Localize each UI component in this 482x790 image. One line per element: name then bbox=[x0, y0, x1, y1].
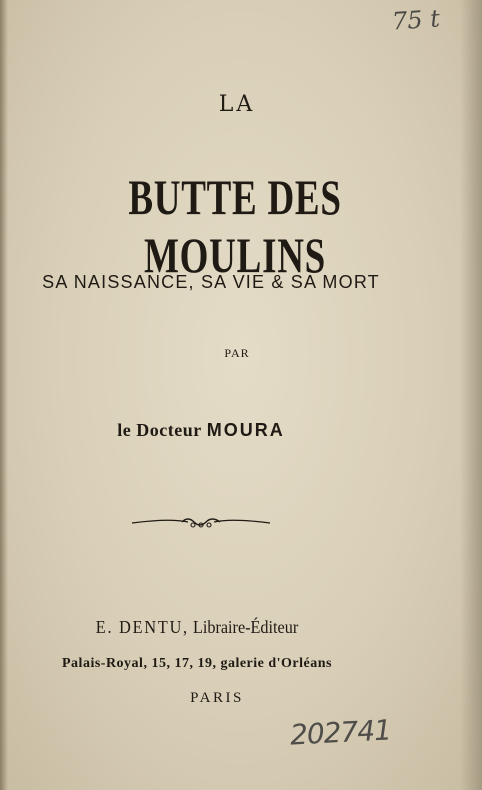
page-shadow-right bbox=[460, 0, 482, 790]
book-title: BUTTE DES MOULINS bbox=[128, 169, 342, 283]
publication-city: PARIS bbox=[190, 690, 244, 706]
author-name: MOURA bbox=[206, 420, 285, 440]
publisher-address: Palais-Royal, 15, 17, 19, galerie d'Orléans bbox=[62, 656, 332, 671]
publisher-line bbox=[0, 617, 414, 638]
handwritten-shelfmark: 202741 bbox=[289, 713, 392, 752]
author-prefix: le Docteur bbox=[117, 420, 202, 440]
title-article: LA bbox=[218, 92, 256, 117]
publisher-role: Libraire-Éditeur bbox=[192, 617, 299, 637]
book-subtitle: SA NAISSANCE, SA VIE & SA MORT bbox=[42, 272, 380, 292]
ornamental-rule-icon bbox=[130, 513, 272, 533]
publisher-name: E. DENTU, bbox=[95, 617, 189, 637]
author-line bbox=[0, 420, 442, 441]
handwritten-note: 75 t bbox=[391, 4, 441, 36]
by-line: PAR bbox=[224, 346, 250, 360]
